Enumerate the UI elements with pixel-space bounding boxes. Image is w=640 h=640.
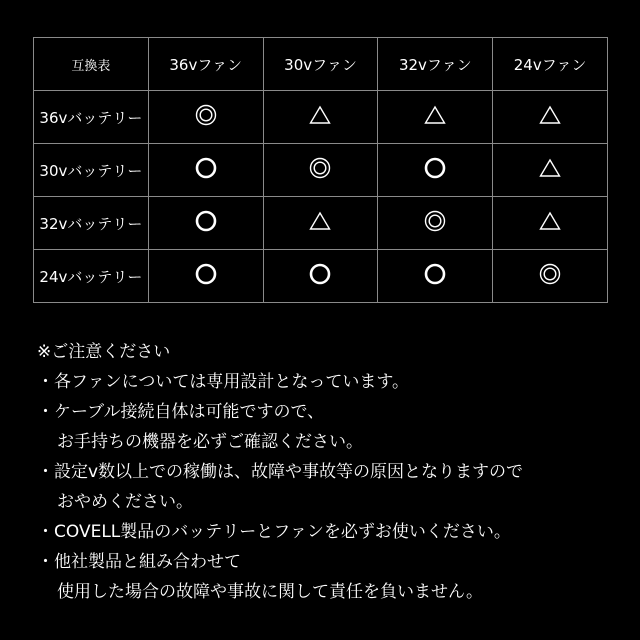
note-text: 他社製品と組み合わせて <box>54 552 241 572</box>
triangle-icon <box>539 158 561 182</box>
note-line <box>37 547 627 577</box>
triangle-icon <box>539 211 561 235</box>
compat-cell <box>263 250 378 303</box>
bullet-dot: ・ <box>37 552 54 572</box>
compat-cell <box>378 250 493 303</box>
compat-cell <box>493 91 608 144</box>
compatibility-table <box>33 37 608 303</box>
bullet-dot: ・ <box>37 402 54 422</box>
circle-icon <box>424 157 446 183</box>
triangle-icon <box>539 105 561 129</box>
compat-cell <box>378 91 493 144</box>
compat-cell <box>263 91 378 144</box>
bullet-dot: ・ <box>37 522 54 542</box>
triangle-icon <box>424 105 446 129</box>
circle-icon <box>195 157 217 183</box>
note-line <box>37 427 627 457</box>
column-header: 24vファン <box>493 38 608 91</box>
circle-icon <box>195 210 217 236</box>
table-header-row <box>34 38 608 91</box>
table-row <box>34 144 608 197</box>
notes-title: ※ご注意ください <box>37 342 171 362</box>
compat-cell <box>493 250 608 303</box>
compat-cell <box>148 144 263 197</box>
caution-notes <box>37 337 627 607</box>
note-line <box>37 457 627 487</box>
compat-cell <box>263 144 378 197</box>
double-circle-icon <box>539 263 561 289</box>
compat-cell <box>378 197 493 250</box>
bullet-dot: ・ <box>37 462 54 482</box>
circle-icon <box>309 263 331 289</box>
double-circle-icon <box>195 104 217 130</box>
note-text: おやめください。 <box>57 492 193 512</box>
row-header: 24vバッテリー <box>34 250 149 303</box>
note-text: お手持ちの機器を必ずご確認ください。 <box>57 432 363 452</box>
circle-icon <box>195 263 217 289</box>
double-circle-icon <box>309 157 331 183</box>
compat-cell <box>493 197 608 250</box>
triangle-icon <box>309 211 331 235</box>
double-circle-icon <box>424 210 446 236</box>
note-line <box>37 367 627 397</box>
column-header: 36vファン <box>148 38 263 91</box>
note-text: ケーブル接続自体は可能ですので、 <box>54 402 325 422</box>
column-header: 32vファン <box>378 38 493 91</box>
circle-icon <box>424 263 446 289</box>
compat-cell <box>378 144 493 197</box>
table-row <box>34 197 608 250</box>
compat-cell <box>148 91 263 144</box>
row-header: 32vバッテリー <box>34 197 149 250</box>
note-text: COVELL製品のバッテリーとファンを必ずお使いください。 <box>54 522 511 542</box>
row-header: 30vバッテリー <box>34 144 149 197</box>
note-line <box>37 397 627 427</box>
table-corner-label: 互換表 <box>34 38 149 91</box>
compat-cell <box>263 197 378 250</box>
note-text: 設定v数以上での稼働は、故障や事故等の原因となりますので <box>54 462 524 482</box>
notes-list <box>37 367 627 607</box>
bullet-dot: ・ <box>37 372 54 392</box>
compat-cell <box>493 144 608 197</box>
column-header: 30vファン <box>263 38 378 91</box>
table-row <box>34 91 608 144</box>
triangle-icon <box>309 105 331 129</box>
note-line <box>37 577 627 607</box>
note-text: 使用した場合の故障や事故に関して責任を負いません。 <box>57 582 484 602</box>
compat-cell <box>148 197 263 250</box>
table-row <box>34 250 608 303</box>
note-text: 各ファンについては専用設計となっています。 <box>54 372 409 392</box>
row-header: 36vバッテリー <box>34 91 149 144</box>
compat-cell <box>148 250 263 303</box>
note-line <box>37 517 627 547</box>
note-line <box>37 487 627 517</box>
